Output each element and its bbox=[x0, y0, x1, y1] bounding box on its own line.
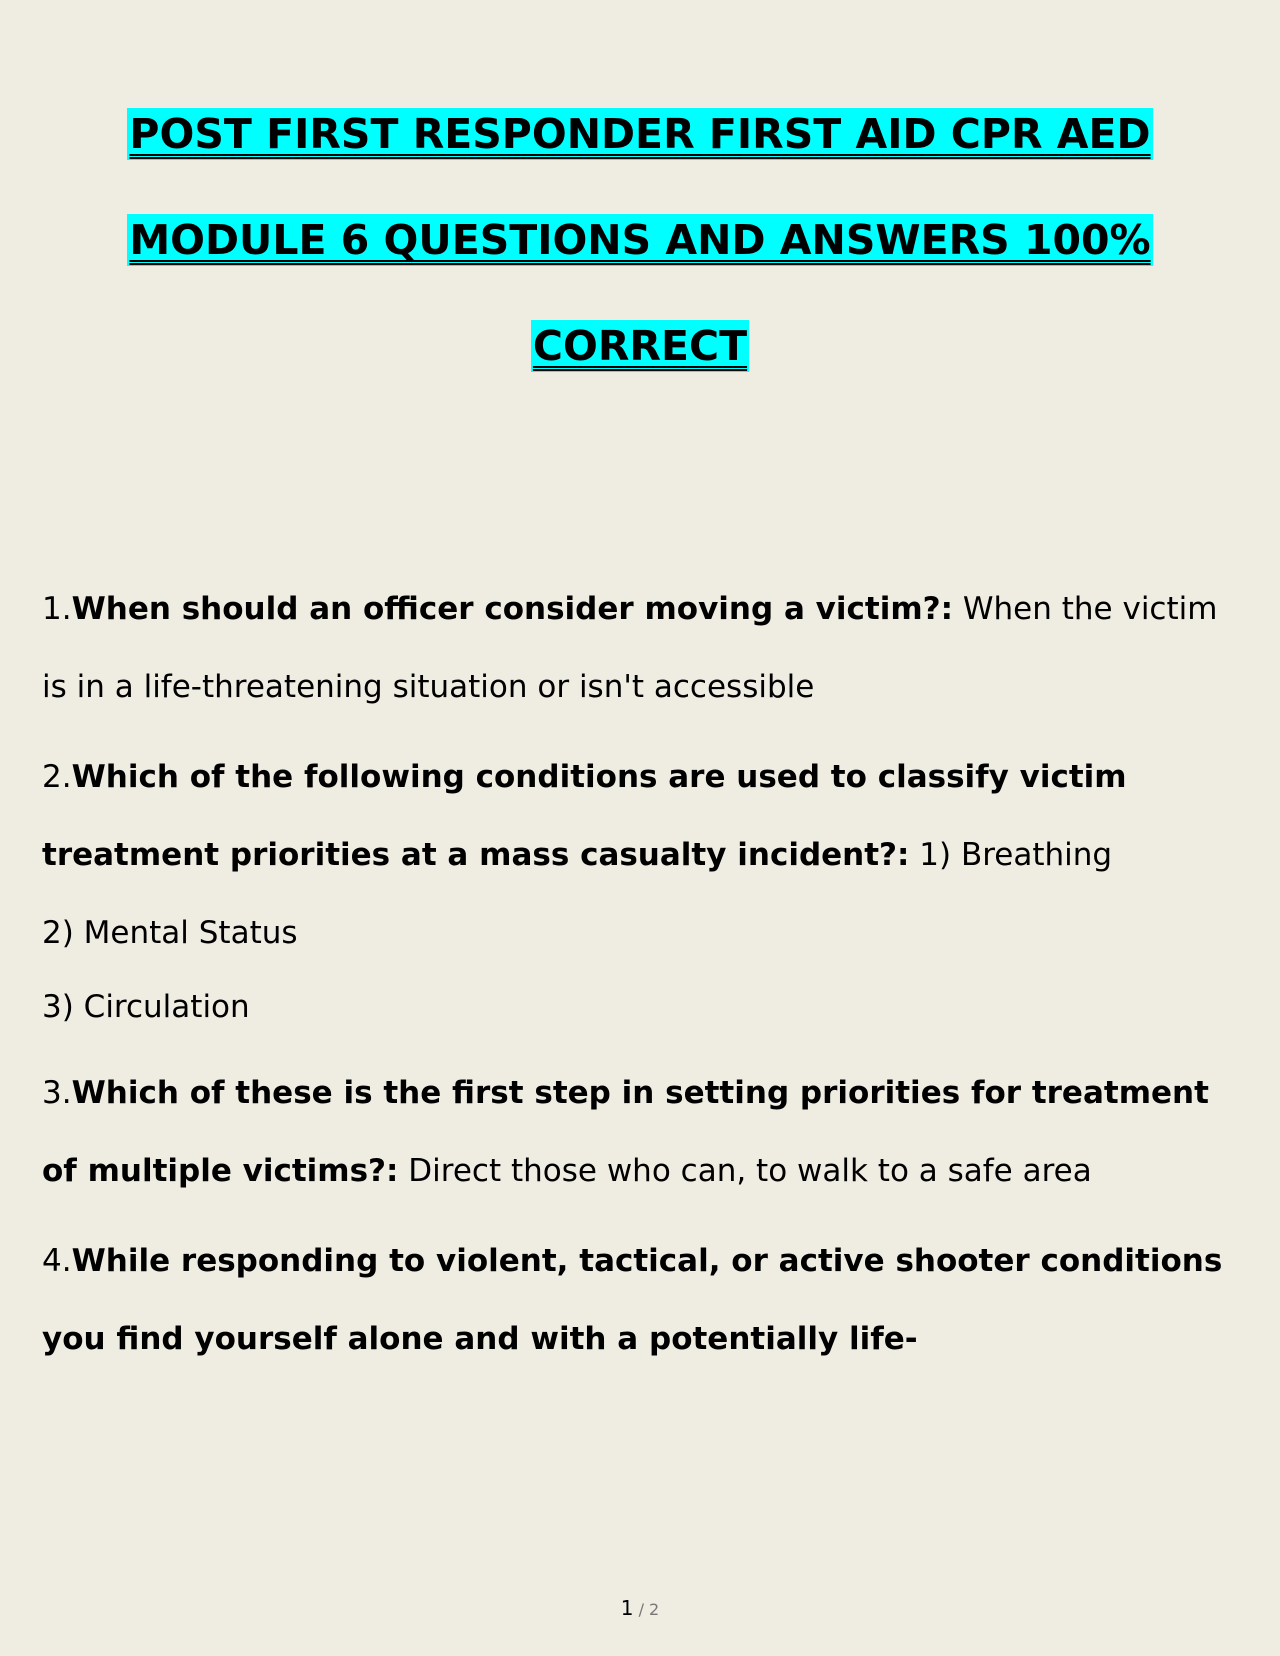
document-title bbox=[0, 108, 1280, 426]
answer-list-item: 3) Circulation bbox=[42, 989, 250, 1025]
question-text: Which of these is the first step in setting priorities for treatment of multiple victims?: bbox=[42, 1075, 1209, 1189]
title-line-1 bbox=[0, 108, 1280, 214]
answer-list-item: 2) Mental Status bbox=[42, 915, 298, 951]
question-number: 2. bbox=[42, 759, 72, 795]
question-item-4 bbox=[42, 1222, 1242, 1378]
title-line-2 bbox=[0, 214, 1280, 320]
title-line-3 bbox=[0, 320, 1280, 426]
question-text: Which of the following conditions are used to classify victim treatment priorities at a mass casualty incident?: bbox=[42, 759, 1127, 873]
answer-text: When the victim is in a life-threatening situation or isn't accessible bbox=[42, 591, 1218, 705]
page-number bbox=[0, 1596, 1280, 1620]
question-number: 1. bbox=[42, 591, 72, 627]
answer-text: Direct those who can, to walk to a safe area bbox=[398, 1153, 1092, 1189]
question-number: 4. bbox=[42, 1243, 72, 1279]
question-item-1 bbox=[42, 570, 1242, 726]
question-list bbox=[42, 570, 1242, 1390]
question-text: When should an officer consider moving a victim?: bbox=[71, 591, 954, 627]
title-text-2: MODULE 6 QUESTIONS AND ANSWERS 100% bbox=[129, 216, 1151, 264]
question-item-3 bbox=[42, 1054, 1242, 1210]
question-number: 3. bbox=[42, 1075, 72, 1111]
page-number-current: 1 bbox=[620, 1596, 634, 1620]
title-text-3: CORRECT bbox=[532, 322, 748, 370]
answer-text: 1) Breathing bbox=[909, 837, 1113, 873]
title-text-1: POST FIRST RESPONDER FIRST AID CPR AED bbox=[129, 110, 1151, 158]
question-item-2 bbox=[42, 738, 1242, 1046]
page-number-total: / 2 bbox=[633, 1600, 660, 1619]
question-text: While responding to violent, tactical, or active shooter conditions you find yourself alone and with a potentially life- bbox=[42, 1243, 1223, 1357]
